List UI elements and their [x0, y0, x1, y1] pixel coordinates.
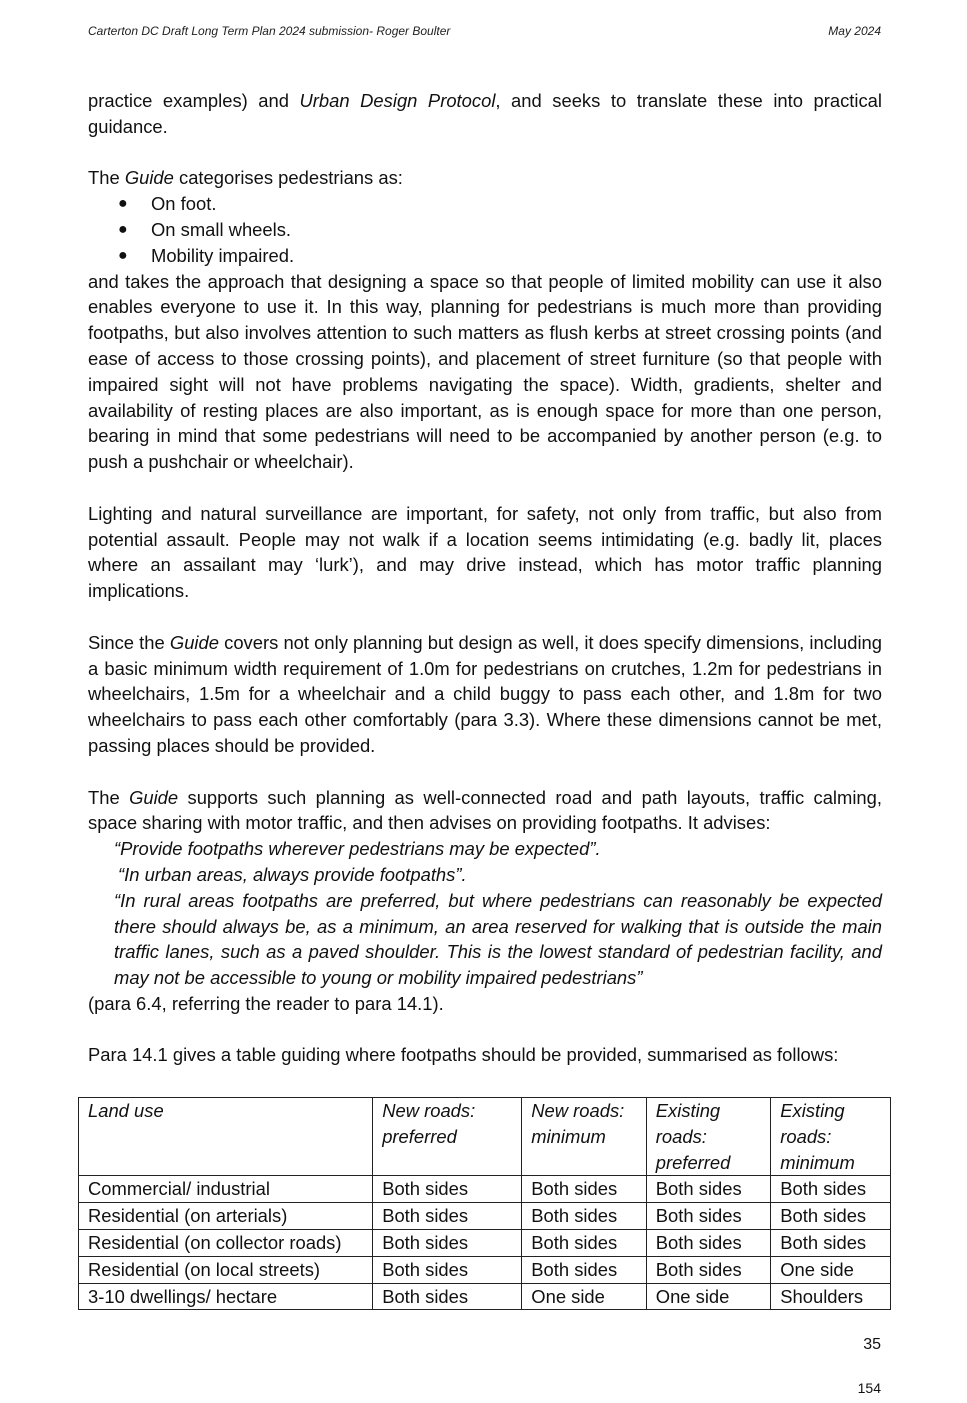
bullet-icon: ●	[118, 246, 128, 264]
table-cell: Both sides	[373, 1229, 522, 1256]
list-item: ● On small wheels.	[88, 217, 882, 243]
running-header-date: May 2024	[828, 24, 881, 38]
table-cell: Residential (on local streets)	[79, 1256, 373, 1283]
quote-2: “In urban areas, always provide footpaths”.	[118, 863, 467, 885]
paragraph-4: Lighting and natural surveillance are important, for safety, not only from traffic, but also from potential assault. People may not walk if a location seems intimidating (e.g. badly lit, places where an assailant may ‘lurk’), and may drive instead, which has motor traffic planning implications.	[88, 502, 882, 602]
table-cell: Both sides	[373, 1256, 522, 1283]
footpath-provision-table	[78, 1097, 891, 1310]
table-cell: Both sides	[373, 1203, 522, 1230]
table-cell: One side	[522, 1283, 646, 1310]
page-number: 35	[863, 1336, 881, 1353]
table-row	[79, 1203, 891, 1230]
table-cell: Both sides	[373, 1283, 522, 1310]
table-cell: Both sides	[646, 1203, 770, 1230]
table-header: New roads: preferred	[373, 1098, 522, 1176]
table-cell: Both sides	[373, 1176, 522, 1203]
table-cell: One side	[646, 1283, 770, 1310]
table-cell: Both sides	[522, 1229, 646, 1256]
table-cell: Both sides	[646, 1176, 770, 1203]
body-text	[88, 88, 882, 1068]
table-cell: Commercial/ industrial	[79, 1176, 373, 1203]
table-row	[79, 1283, 891, 1310]
table-row	[79, 1176, 891, 1203]
paragraph-5: Since the Guide covers not only planning but design as well, it does specify dimensions, including a basic minimum width requirement of 1.0m for pedestrians on crutches, 1.2m for pedestrians in wheelchairs, 1.5m for a wheelchair and a child buggy to pass each other, and 1.8m for two wheelchairs to pass each other comfortably (para 3.3). Where these dimensions cannot be met, passing places should be provided.	[88, 631, 882, 756]
paragraph-2: The Guide categorises pedestrians as:	[88, 167, 403, 189]
bullet-icon: ●	[118, 220, 128, 238]
table-cell: One side	[771, 1256, 891, 1283]
table-cell: Both sides	[646, 1229, 770, 1256]
bullet-icon: ●	[118, 195, 128, 213]
table-header: Land use	[79, 1098, 373, 1176]
list-item: ● Mobility impaired.	[88, 243, 882, 269]
quote-1: “Provide footpaths wherever pedestrians may be expected”.	[114, 838, 601, 860]
table-cell: Shoulders	[771, 1283, 891, 1310]
table-cell: Both sides	[771, 1176, 891, 1203]
table-cell: Both sides	[771, 1203, 891, 1230]
paragraph-7: (para 6.4, referring the reader to para 14.1).	[88, 992, 444, 1014]
table-row	[79, 1256, 891, 1283]
quote-3: “In rural areas footpaths are preferred, but where pedestrians can reasonably be expected there should always be, as a minimum, an area reserved for walking that is outside the main traffic lanes, such as a paved shoulder. This is the lowest standard of pedestrian facility, and may not be accessible to young or mobility impaired pedestrians”	[114, 889, 882, 989]
table-header: New roads: minimum	[522, 1098, 646, 1176]
list-item: ● On foot.	[88, 191, 882, 217]
table-cell: Both sides	[771, 1229, 891, 1256]
table-cell: Both sides	[522, 1203, 646, 1230]
table-cell: Both sides	[646, 1256, 770, 1283]
table-header: Existing roads: preferred	[646, 1098, 770, 1176]
table-cell: Both sides	[522, 1176, 646, 1203]
paragraph-1: practice examples) and Urban Design Protocol, and seeks to translate these into practical guidance.	[88, 90, 882, 137]
paragraph-6: The Guide supports such planning as well-connected road and path layouts, traffic calming, space sharing with motor traffic, and then advises on providing footpaths. It advises:	[88, 786, 882, 834]
paragraph-8: Para 14.1 gives a table guiding where footpaths should be provided, summarised as follows:	[88, 1044, 839, 1066]
table-cell: 3-10 dwellings/ hectare	[79, 1283, 373, 1310]
table-cell: Residential (on arterials)	[79, 1203, 373, 1230]
pedestrian-categories-list	[88, 191, 882, 268]
table-header: Existing roads: minimum	[771, 1098, 891, 1176]
table-row	[79, 1229, 891, 1256]
table-cell: Residential (on collector roads)	[79, 1229, 373, 1256]
paragraph-3: and takes the approach that designing a space so that people of limited mobility can use it also enables everyone to use it. In this way, planning for pedestrians is much more than providing footpaths, but also involves attention to such matters as flush kerbs at street crossing points (and ease of access to those crossing points), and placement of street furniture (so that people with impaired sight will not have problems navigating the space). Width, gradients, shelter and availability of resting places are also important, as is enough space for more than one person, bearing in mind that some pedestrians will need to be accompanied by another person (e.g. to push a pushchair or wheelchair).	[88, 270, 882, 473]
table-cell: Both sides	[522, 1256, 646, 1283]
running-header-title: Carterton DC Draft Long Term Plan 2024 submission- Roger Boulter	[88, 24, 451, 38]
table-header-row	[79, 1098, 891, 1176]
sheet-number: 154	[857, 1380, 881, 1396]
